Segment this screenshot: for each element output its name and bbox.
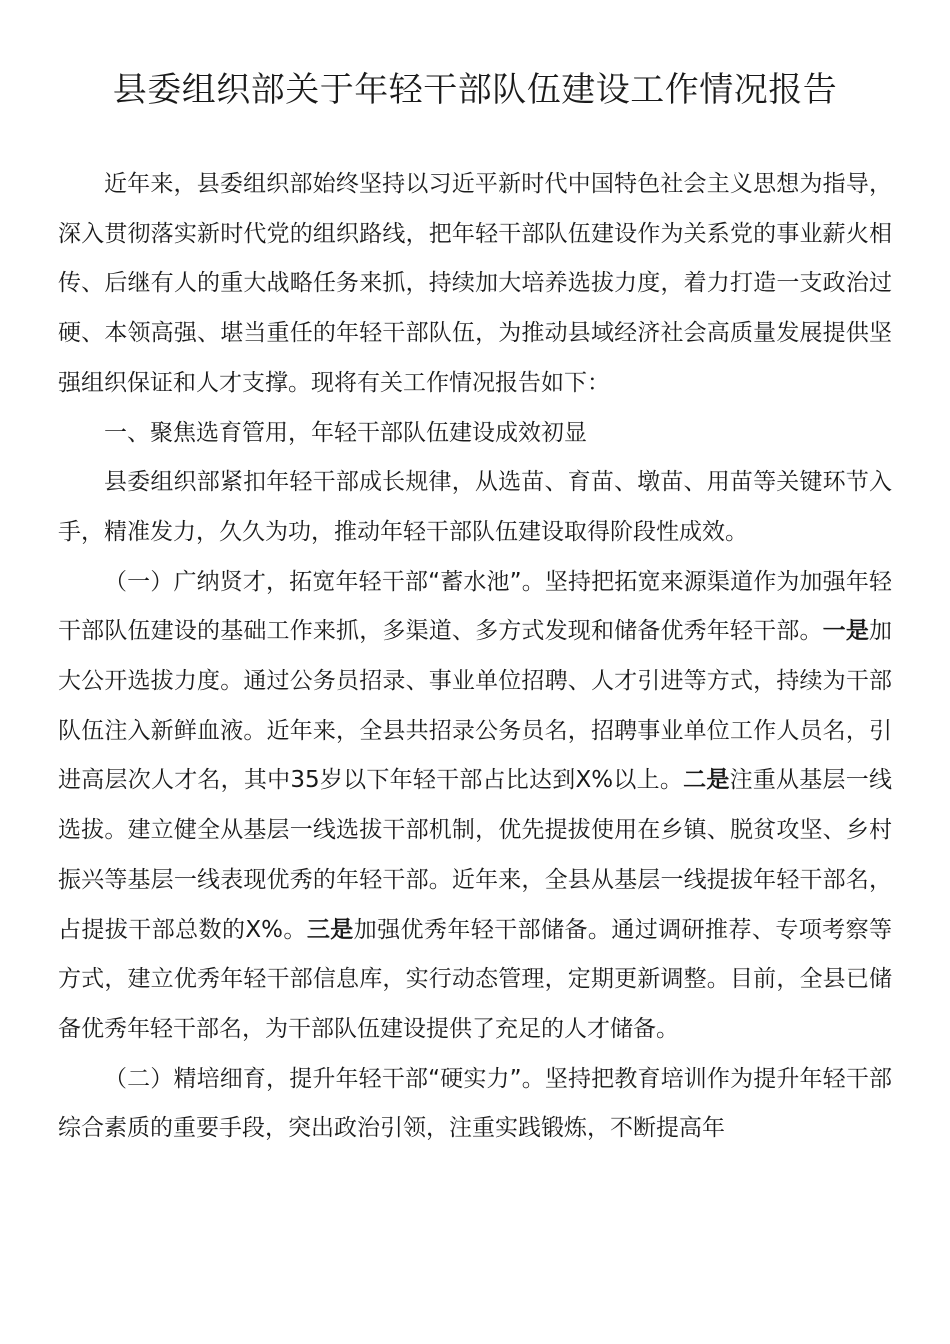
section-summary-paragraph: 县委组织部紧扣年轻干部成长规律，从选苗、育苗、墩苗、用苗等关键环节入手，精准发力，久久为功，推动年轻干部队伍建设取得阶段性成效。 (58, 469, 892, 545)
intro-paragraph: 近年来，县委组织部始终坚持以习近平新时代中国特色社会主义思想为指导，深入贯彻落实新时代党的组织路线，把年轻干部队伍建设作为关系党的事业薪火相传、后继有人的重大战略任务来抓，持续加大培养选拔力度，着力打造一支政治过硬、本领高强、堪当重任的年轻干部队伍，为推动县域经济社会高质量发展提供坚强组织保证和人才支撑。现将有关工作情况报告如下： (58, 171, 892, 396)
point-1-text: 加大公开选拔力度。通过公务员招录、事业单位招聘、人才引进等方式，持续为干部队伍注入新鲜血液。近年来，全县共招录公务员名，招聘事业单位工作人员名，引进高层次人才名，其中35岁以下年轻干部占比达到X%以上。 (58, 618, 893, 794)
document-body (58, 160, 892, 1154)
point-1-lead: 一是 (822, 618, 870, 645)
subsection-2-paragraph: （二）精培细育，提升年轻干部“硬实力”。坚持把教育培训作为提升年轻干部综合素质的重要手段，突出政治引领，注重实践锻炼，不断提高年 (58, 1065, 892, 1142)
point-3-text: 加强优秀年轻干部储备。通过调研推荐、专项考察等方式，建立优秀年轻干部信息库，实行动态管理，定期更新调整。目前，全县已储备优秀年轻干部名，为干部队伍建设提供了充足的人才储备。 (58, 916, 893, 1042)
document-title: 县委组织部关于年轻干部队伍建设工作情况报告 (112, 70, 838, 110)
subsection-1-paragraph (58, 558, 892, 1055)
subsection-1-intro: （一）广纳贤才，拓宽年轻干部“蓄水池”。坚持把拓宽来源渠道作为加强年轻干部队伍建设的基础工作来抓，多渠道、多方式发现和储备优秀年轻干部。 (58, 568, 892, 645)
section-heading-1: 一、聚焦选育管用，年轻干部队伍建设成效初显 (104, 419, 587, 446)
point-3-lead: 三是 (306, 916, 354, 943)
point-2-lead: 二是 (683, 767, 730, 794)
point-2-text: 注重从基层一线选拔。建立健全从基层一线选拔干部机制，优先提拔使用在乡镇、脱贫攻坚、乡村振兴等基层一线表现优秀的年轻干部。近年来，全县从基层一线提拔年轻干部名，占提拔干部总数的X%。 (58, 767, 893, 943)
